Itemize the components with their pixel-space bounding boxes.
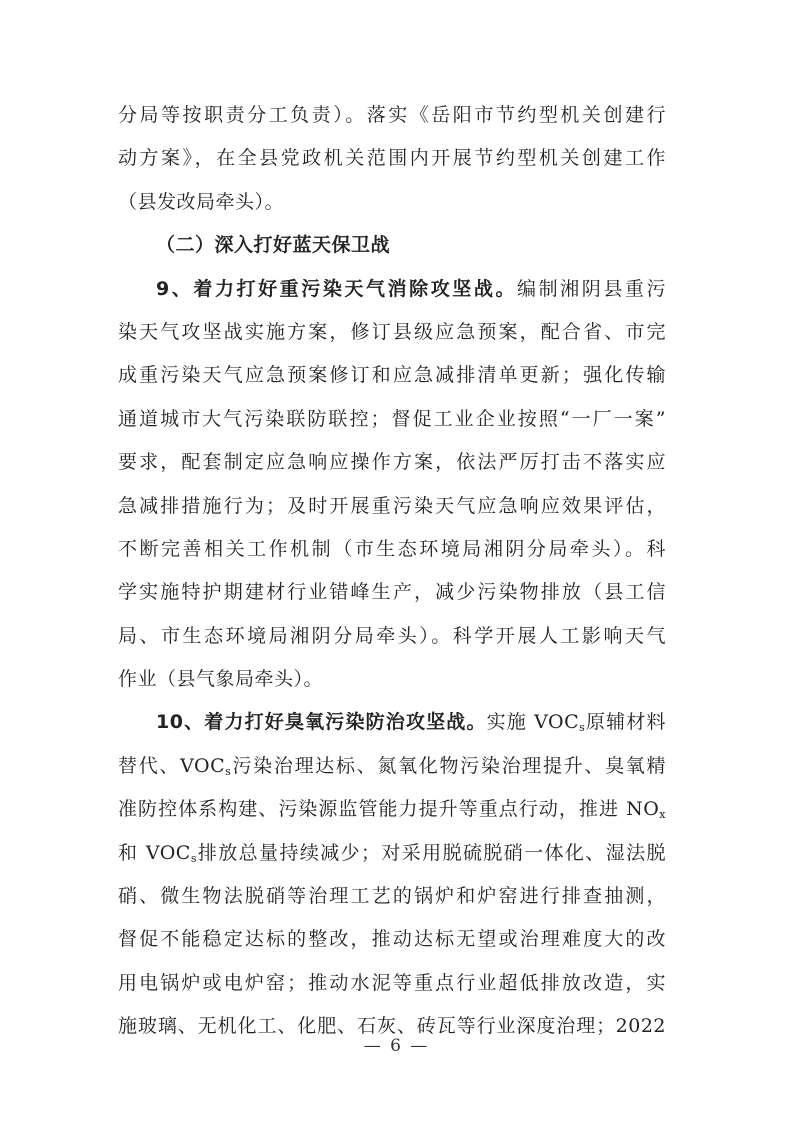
- text-line: 作业（县气象局牵头）。: [118, 668, 324, 691]
- text-line: [118, 832, 666, 875]
- text-line: 督促不能稳定达标的整改，推动达标无望或治理难度大的改: [118, 928, 666, 951]
- text-line: [118, 788, 666, 831]
- subscript: s: [579, 721, 586, 735]
- document-body: [118, 94, 666, 1049]
- text-line: 用电锅炉或电炉窑；推动水泥等重点行业超低排放改造，实: [118, 971, 666, 994]
- text-span: 污染治理达标、氮氧化物污染治理提升、臭氧精: [231, 754, 666, 777]
- text-line: 不断完善相关工作机制（市生态环境局湘阴分局牵头）。科: [118, 537, 666, 560]
- text-line: 局、市生态环境局湘阴分局牵头）。科学开展人工影响天气: [118, 624, 666, 647]
- paragraph-10-title: 10、着力打好臭氧污染防治攻坚战。: [156, 711, 487, 734]
- paragraph-9-title: 9、着力打好重污染天气消除攻坚战。: [156, 277, 518, 300]
- text-span: 编制湘阴县重污: [517, 277, 666, 300]
- text-line: 施玻璃、无机化工、化肥、石灰、砖瓦等行业深度治理；2022: [118, 1015, 666, 1038]
- text-line: 成重污染天气应急预案修订和应急减排清单更新；强化传输: [118, 364, 666, 387]
- subscript: s: [190, 851, 197, 865]
- text-span: 实施 VOC: [486, 711, 580, 734]
- text-span: 替代、VOC: [118, 754, 226, 777]
- section-heading: （二）深入打好蓝天保卫战: [156, 234, 391, 257]
- text-line: 分局等按职责分工负责）。落实《岳阳市节约型机关创建行: [118, 104, 666, 126]
- subscript: x: [659, 808, 666, 822]
- text-line: 硝、微生物法脱硝等治理工艺的锅炉和炉窑进行排查抽测，: [118, 885, 666, 908]
- text-span: 排放总量持续减少；对采用脱硫脱硝一体化、湿法脱: [196, 841, 666, 864]
- text-line: 动方案》，在全县党政机关范围内开展节约型机关创建工作: [118, 147, 666, 170]
- text-line: 学实施特护期建材行业错峰生产，减少污染物排放（县工信: [118, 581, 666, 604]
- paragraph-10-first-line: [118, 701, 666, 744]
- text-span: 和 VOC: [118, 841, 191, 864]
- subscript: s: [225, 764, 232, 778]
- paragraph-9-first-line: [118, 268, 666, 311]
- text-line: 通道城市大气污染联防联控；督促工业企业按照“一厂一案”: [118, 407, 666, 430]
- text-line: 急减排措施行为；及时开展重污染天气应急响应效果评估，: [118, 494, 666, 517]
- text-span: 原辅材料: [585, 711, 666, 734]
- text-line: 染天气攻坚战实施方案，修订县级应急预案，配合省、市完: [118, 320, 666, 343]
- text-line: （县发改局牵头）。: [118, 190, 285, 213]
- text-line: [118, 745, 666, 788]
- text-line: 要求，配套制定应急响应操作方案，依法严厉打击不落实应: [118, 451, 666, 474]
- text-span: 准防控体系构建、污染源监管能力提升等重点行动，推进 NO: [118, 798, 660, 821]
- page-number: — 6 —: [363, 1036, 430, 1056]
